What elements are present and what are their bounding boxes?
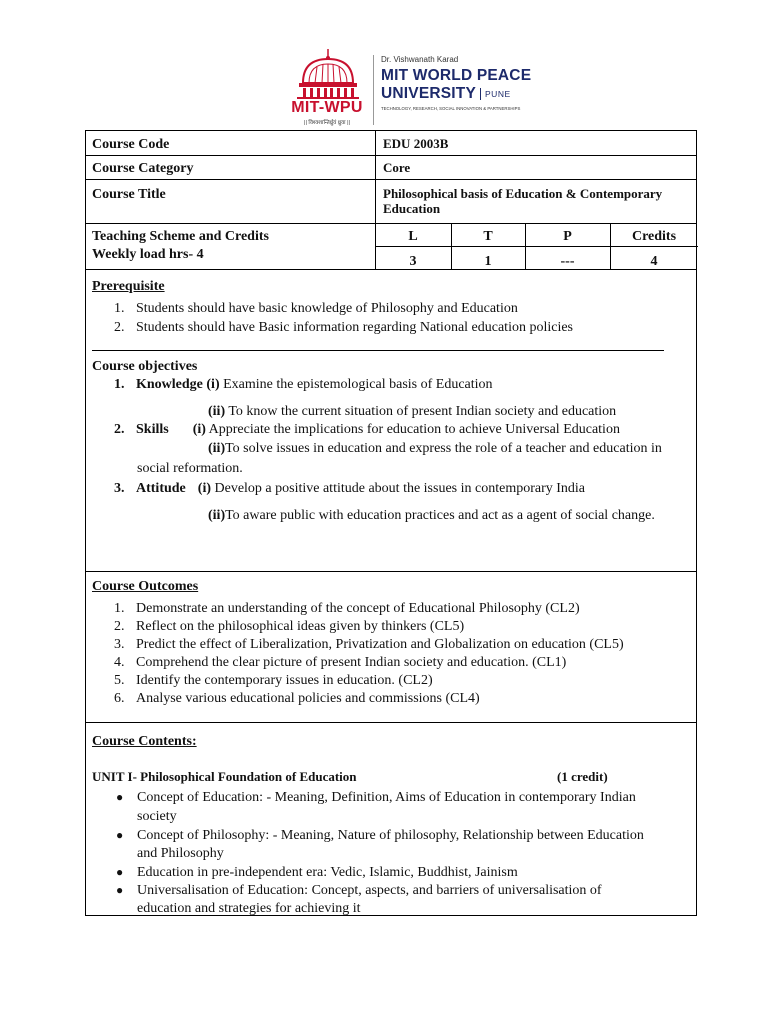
logo-name-line1: MIT WORLD PEACE xyxy=(381,67,532,84)
objective-number: 1. xyxy=(114,377,125,392)
logo-tagline: TECHNOLOGY, RESEARCH, SOCIAL INNOVATION & PARTNERSHIPS xyxy=(381,106,521,112)
unit-credit-text: (1 credit) xyxy=(557,769,608,784)
outcome-text: Identify the contemporary issues in education. (CL2) xyxy=(136,673,433,688)
section-divider xyxy=(86,722,696,723)
outcomes-heading xyxy=(92,577,702,596)
table-line xyxy=(86,179,696,180)
bullet-icon: ● xyxy=(116,828,124,842)
prerequisite-heading xyxy=(92,277,702,296)
objective-text: To aware public with education practices and act as a agent of social change. xyxy=(225,508,655,523)
content-bullet-cont xyxy=(137,807,747,826)
course-code-value: EDU 2003B xyxy=(383,136,449,151)
objective-number: 3. xyxy=(114,481,125,496)
table-line xyxy=(375,131,376,269)
outcome-text: Analyse various educational policies and commissions (CL4) xyxy=(136,691,480,706)
objective-skills-ii-cont xyxy=(137,459,747,478)
weekly-load: Weekly load hrs- 4 xyxy=(92,247,204,262)
dome-icon xyxy=(295,49,361,99)
content-bullet-cont xyxy=(137,844,747,863)
section-divider xyxy=(86,571,696,572)
prerequisite-text: Students should have basic knowledge of Philosophy and Education xyxy=(136,301,518,316)
logo-divider xyxy=(373,55,374,125)
objective-attitude-ii xyxy=(208,506,768,525)
scheme-header-credits: Credits xyxy=(631,229,677,244)
logo-name-line2 xyxy=(381,85,551,103)
scheme-value-credits: 4 xyxy=(650,254,658,269)
section-rule xyxy=(92,350,664,351)
logo-city: PUNE xyxy=(485,89,511,99)
objective-tag: (i) xyxy=(197,481,211,496)
logo-wordmark xyxy=(381,55,551,111)
objective-text: Develop a positive attitude about the issues in contemporary India xyxy=(214,481,586,496)
outcome-text: Reflect on the philosophical ideas given by thinkers (CL5) xyxy=(136,619,465,634)
objective-tag: (i) xyxy=(192,422,206,437)
table-line xyxy=(86,155,696,156)
contents-heading-text: Course Contents: xyxy=(92,734,197,749)
objective-label: Knowledge xyxy=(136,377,203,392)
logo-short-name: MIT-WPU xyxy=(291,99,363,116)
course-category-label: Course Category xyxy=(92,161,194,176)
scheme-value-t: 1 xyxy=(484,254,492,269)
objective-text: Appreciate the implications for education to achieve Universal Education xyxy=(208,422,620,437)
content-text: Concept of Education: - Meaning, Definition, Aims of Education in contemporary Indian xyxy=(137,790,636,805)
scheme-value-l: 3 xyxy=(409,254,417,269)
teaching-scheme-label: Teaching Scheme and Credits xyxy=(92,229,269,244)
content-text: Concept of Philosophy: - Meaning, Nature of philosophy, Relationship between Education xyxy=(137,828,644,843)
outcome-text: Predict the effect of Liberalization, Privatization and Globalization on education (CL5) xyxy=(136,637,624,652)
scheme-header-p: P xyxy=(563,229,572,244)
outcome-text: Demonstrate an understanding of the concept of Educational Philosophy (CL2) xyxy=(136,601,580,616)
content-text: and Philosophy xyxy=(137,846,224,861)
logo-emblem xyxy=(285,45,369,129)
bullet-icon: ● xyxy=(116,790,124,804)
scheme-value-p: --- xyxy=(560,254,575,269)
course-title-label: Course Title xyxy=(92,187,166,202)
course-category-value: Core xyxy=(383,160,411,175)
unit-credit xyxy=(557,767,608,786)
objective-text: Examine the epistemological basis of Education xyxy=(223,377,493,392)
content-text: society xyxy=(137,809,177,824)
university-logo xyxy=(285,45,545,131)
objective-label: Attitude xyxy=(136,481,186,496)
course-document: Course Code EDU 2003B Course Category Core Course Title Philosophical basis of Education & Contemporary Education Teaching Scheme and Credits Weekly load hrs- 4 L T P Credits 3 1 --- 4 Prerequisite 1. Students should have basic knowledge of Philosophy and Education 2. Students should have Basic information regarding National education policies Course objectives 1. Knowledge (i) Examine the epistemological basis of Education (ii) To know the current situation of present Indian society and education 2. Skills (i) Appreciate the implications for education to achieve Universal Education (ii)To solve issues in education and express the role of a teacher and education in social reformation. 3. Attitude (i) Develop a positive attitude about the issues in contemporary India (ii)To aware public with education practices and act as a agent of social change. Course Outcomes 1. Demonstrate an understanding of the concept of Educational Philosophy (CL2) 2. Reflect on the philosophical ideas given by thinkers (CL5) 3. Predict the effect of Liberalization, Privatization and Globalization on education (CL5) 4. Comprehend the clear picture of present Indian society and education. (CL1) 5. Identify the contemporary issues in education. (CL2) 6. Analyse various educational policies and commissions (CL4) Course Contents: UNIT I- Philosophical Foundation of Education (1 credit) ● Concept of Education: - Meaning, Definition, Aims of Education in contemporary Indian society ● Concept of Philosophy: - Meaning, Nature of philosophy, Relationship between Education and Philosophy ● Education in pre-independent era: Vedic, Islamic, Buddhist, Jainism ● Universalisation of Education: Concept, aspects, and barriers of universalisation of education and strategies for achieving it xyxy=(85,130,697,916)
content-text: Universalisation of Education: Concept, aspects, and barriers of universalisation of xyxy=(137,883,602,898)
logo-university: UNIVERSITY xyxy=(381,85,477,103)
objective-tag: (ii) xyxy=(208,508,226,523)
objective-tag: (ii) xyxy=(208,441,226,456)
content-bullet-cont xyxy=(137,899,747,918)
prerequisite-heading-text: Prerequisite xyxy=(92,279,165,294)
objectives-heading xyxy=(92,357,702,376)
outcome-text: Comprehend the clear picture of present Indian society and education. (CL1) xyxy=(136,655,567,670)
unit-title-text: UNIT I- Philosophical Foundation of Education xyxy=(92,769,357,784)
objective-number: 2. xyxy=(114,422,125,437)
objective-label: Skills xyxy=(136,422,169,437)
bullet-icon: ● xyxy=(116,883,124,897)
logo-motto: || विश्वशान्तिर्ध्रुवं ध्रुवा || xyxy=(304,120,350,126)
objective-text: To know the current situation of present Indian society and education xyxy=(228,404,617,419)
objective-text: social reformation. xyxy=(137,461,243,476)
objective-knowledge-ii xyxy=(208,402,768,421)
objectives-heading-text: Course objectives xyxy=(92,359,198,374)
logo-founder: Dr. Vishwanath Karad xyxy=(381,55,459,64)
course-code-label: Course Code xyxy=(92,137,170,152)
scheme-header-l: L xyxy=(408,229,418,244)
scheme-header-t: T xyxy=(483,229,493,244)
objective-text: To solve issues in education and express the role of a teacher and education in xyxy=(225,441,662,456)
bullet-icon: ● xyxy=(116,865,124,879)
logo-sep xyxy=(480,88,481,100)
objective-skills-ii xyxy=(208,439,768,458)
objective-tag: (ii) xyxy=(208,404,226,419)
prerequisite-text: Students should have Basic information regarding National education policies xyxy=(136,320,574,335)
objective-tag: (i) xyxy=(206,377,220,392)
content-text: education and strategies for achieving it xyxy=(137,901,361,916)
content-text: Education in pre-independent era: Vedic, Islamic, Buddhist, Jainism xyxy=(137,865,518,880)
outcomes-heading-text: Course Outcomes xyxy=(92,579,199,594)
table-line xyxy=(375,246,698,247)
contents-heading xyxy=(92,732,702,751)
course-title-value: Philosophical basis of Education & Contemporary Education xyxy=(383,186,663,216)
unit-title xyxy=(92,767,702,786)
table-line xyxy=(86,223,696,224)
